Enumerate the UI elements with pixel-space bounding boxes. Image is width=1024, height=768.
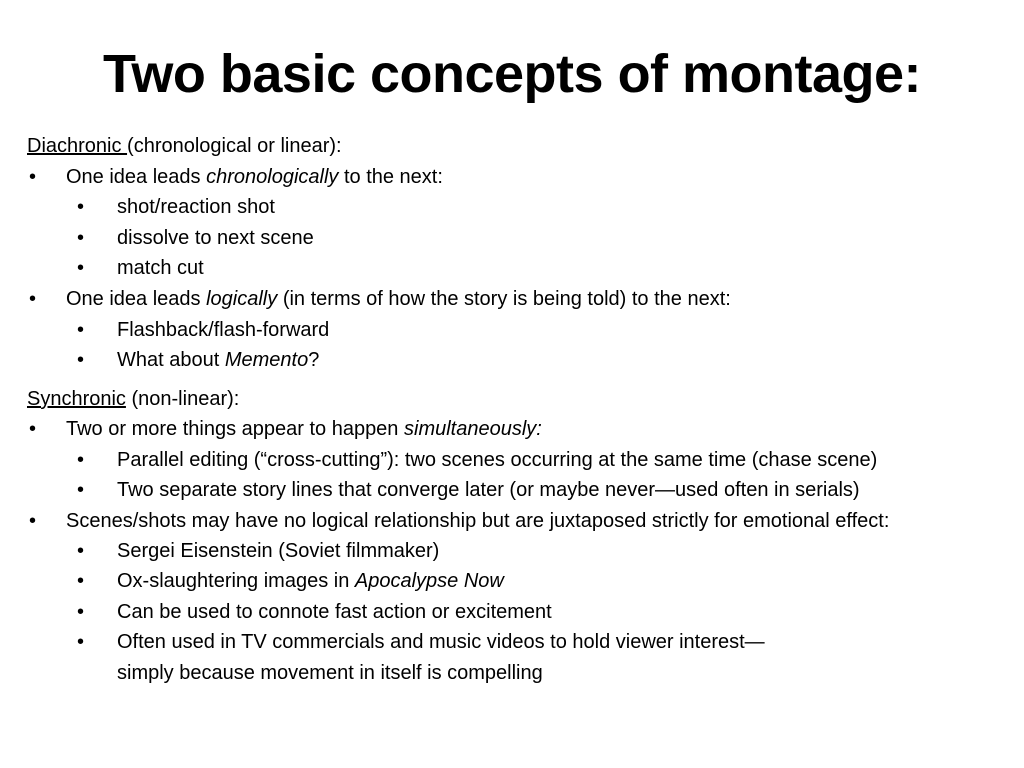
bullet-text: Ox-slaughtering images in (117, 570, 355, 593)
diachronic-term: Diachronic (27, 135, 128, 157)
bullet-text: Two separate story lines that converge later (or maybe never—used often in serials) (117, 478, 860, 501)
bullet-icon: • (77, 631, 85, 654)
emphasis-text: Apocalypse Now (354, 570, 504, 593)
sub-bullet-item (27, 345, 997, 376)
bullet-icon: • (29, 418, 37, 441)
bullet-text: Two or more things appear to happen (66, 418, 404, 441)
sub-bullet-item (27, 223, 997, 254)
slide-title: Two basic concepts of montage: (102, 44, 922, 104)
sub-bullet-item (27, 445, 997, 475)
bullet-text: Flashback/flash-forward (117, 318, 330, 341)
sub-bullet-item (27, 536, 997, 567)
bullet-icon: • (77, 196, 85, 219)
diachronic-heading (27, 131, 997, 162)
sub-bullet-item (27, 475, 997, 506)
bullet-text: to the next: (338, 165, 443, 188)
bullet-text: Can be used to connote fast action or excitement (117, 600, 552, 623)
bullet-icon: • (77, 570, 85, 593)
bullet-text: Often used in TV commercials and music videos to hold viewer interest— (117, 631, 765, 654)
bullet-icon: • (77, 226, 85, 249)
bullet-text: What about (117, 349, 225, 372)
slide-body (27, 131, 997, 689)
bullet-item (27, 506, 997, 536)
bullet-text: dissolve to next scene (117, 226, 314, 249)
sub-bullet-item (27, 566, 997, 597)
bullet-icon: • (77, 257, 85, 280)
section-gap (27, 376, 997, 384)
emphasis-text: simultaneously: (404, 418, 542, 441)
emphasis-text: logically (206, 287, 278, 310)
bullet-icon: • (29, 165, 37, 188)
bullet-icon: • (29, 509, 37, 532)
bullet-item (27, 414, 997, 445)
bullet-icon: • (77, 539, 85, 562)
bullet-item (27, 284, 997, 315)
bullet-icon: • (29, 287, 37, 310)
bullet-text: match cut (117, 257, 204, 280)
bullet-icon: • (77, 318, 85, 341)
sub-bullet-item (27, 597, 997, 628)
bullet-text: Scenes/shots may have no logical relationship but are juxtaposed strictly for emotional effect: (66, 509, 890, 532)
synchronic-description: (non-linear): (125, 387, 240, 410)
sub-bullet-item (27, 315, 997, 346)
bullet-text: (in terms of how the story is being told) to the next: (277, 287, 731, 310)
bullet-text: ? (308, 349, 320, 372)
sub-bullet-item (27, 253, 997, 284)
emphasis-text: chronologically (206, 165, 339, 188)
continuation-line (27, 658, 997, 689)
bullet-text: shot/reaction shot (117, 196, 275, 219)
emphasis-text: Memento (224, 349, 309, 372)
bullet-text: Sergei Eisenstein (Soviet filmmaker) (117, 539, 440, 562)
bullet-text: simply because movement in itself is compelling (117, 661, 543, 684)
bullet-icon: • (77, 478, 85, 501)
synchronic-term: Synchronic (27, 387, 126, 410)
bullet-icon: • (77, 600, 85, 623)
diachronic-description: (chronological or linear): (127, 135, 342, 157)
bullet-icon: • (77, 349, 85, 372)
bullet-text: One idea leads (66, 287, 207, 310)
bullet-icon: • (77, 448, 85, 471)
synchronic-heading (27, 384, 997, 415)
sub-bullet-item (27, 192, 997, 223)
bullet-item (27, 162, 997, 193)
bullet-text: Parallel editing (“cross-cutting”): two scenes occurring at the same time (chase scene) (117, 448, 878, 471)
sub-bullet-item (27, 627, 997, 658)
bullet-text: One idea leads (66, 165, 207, 188)
